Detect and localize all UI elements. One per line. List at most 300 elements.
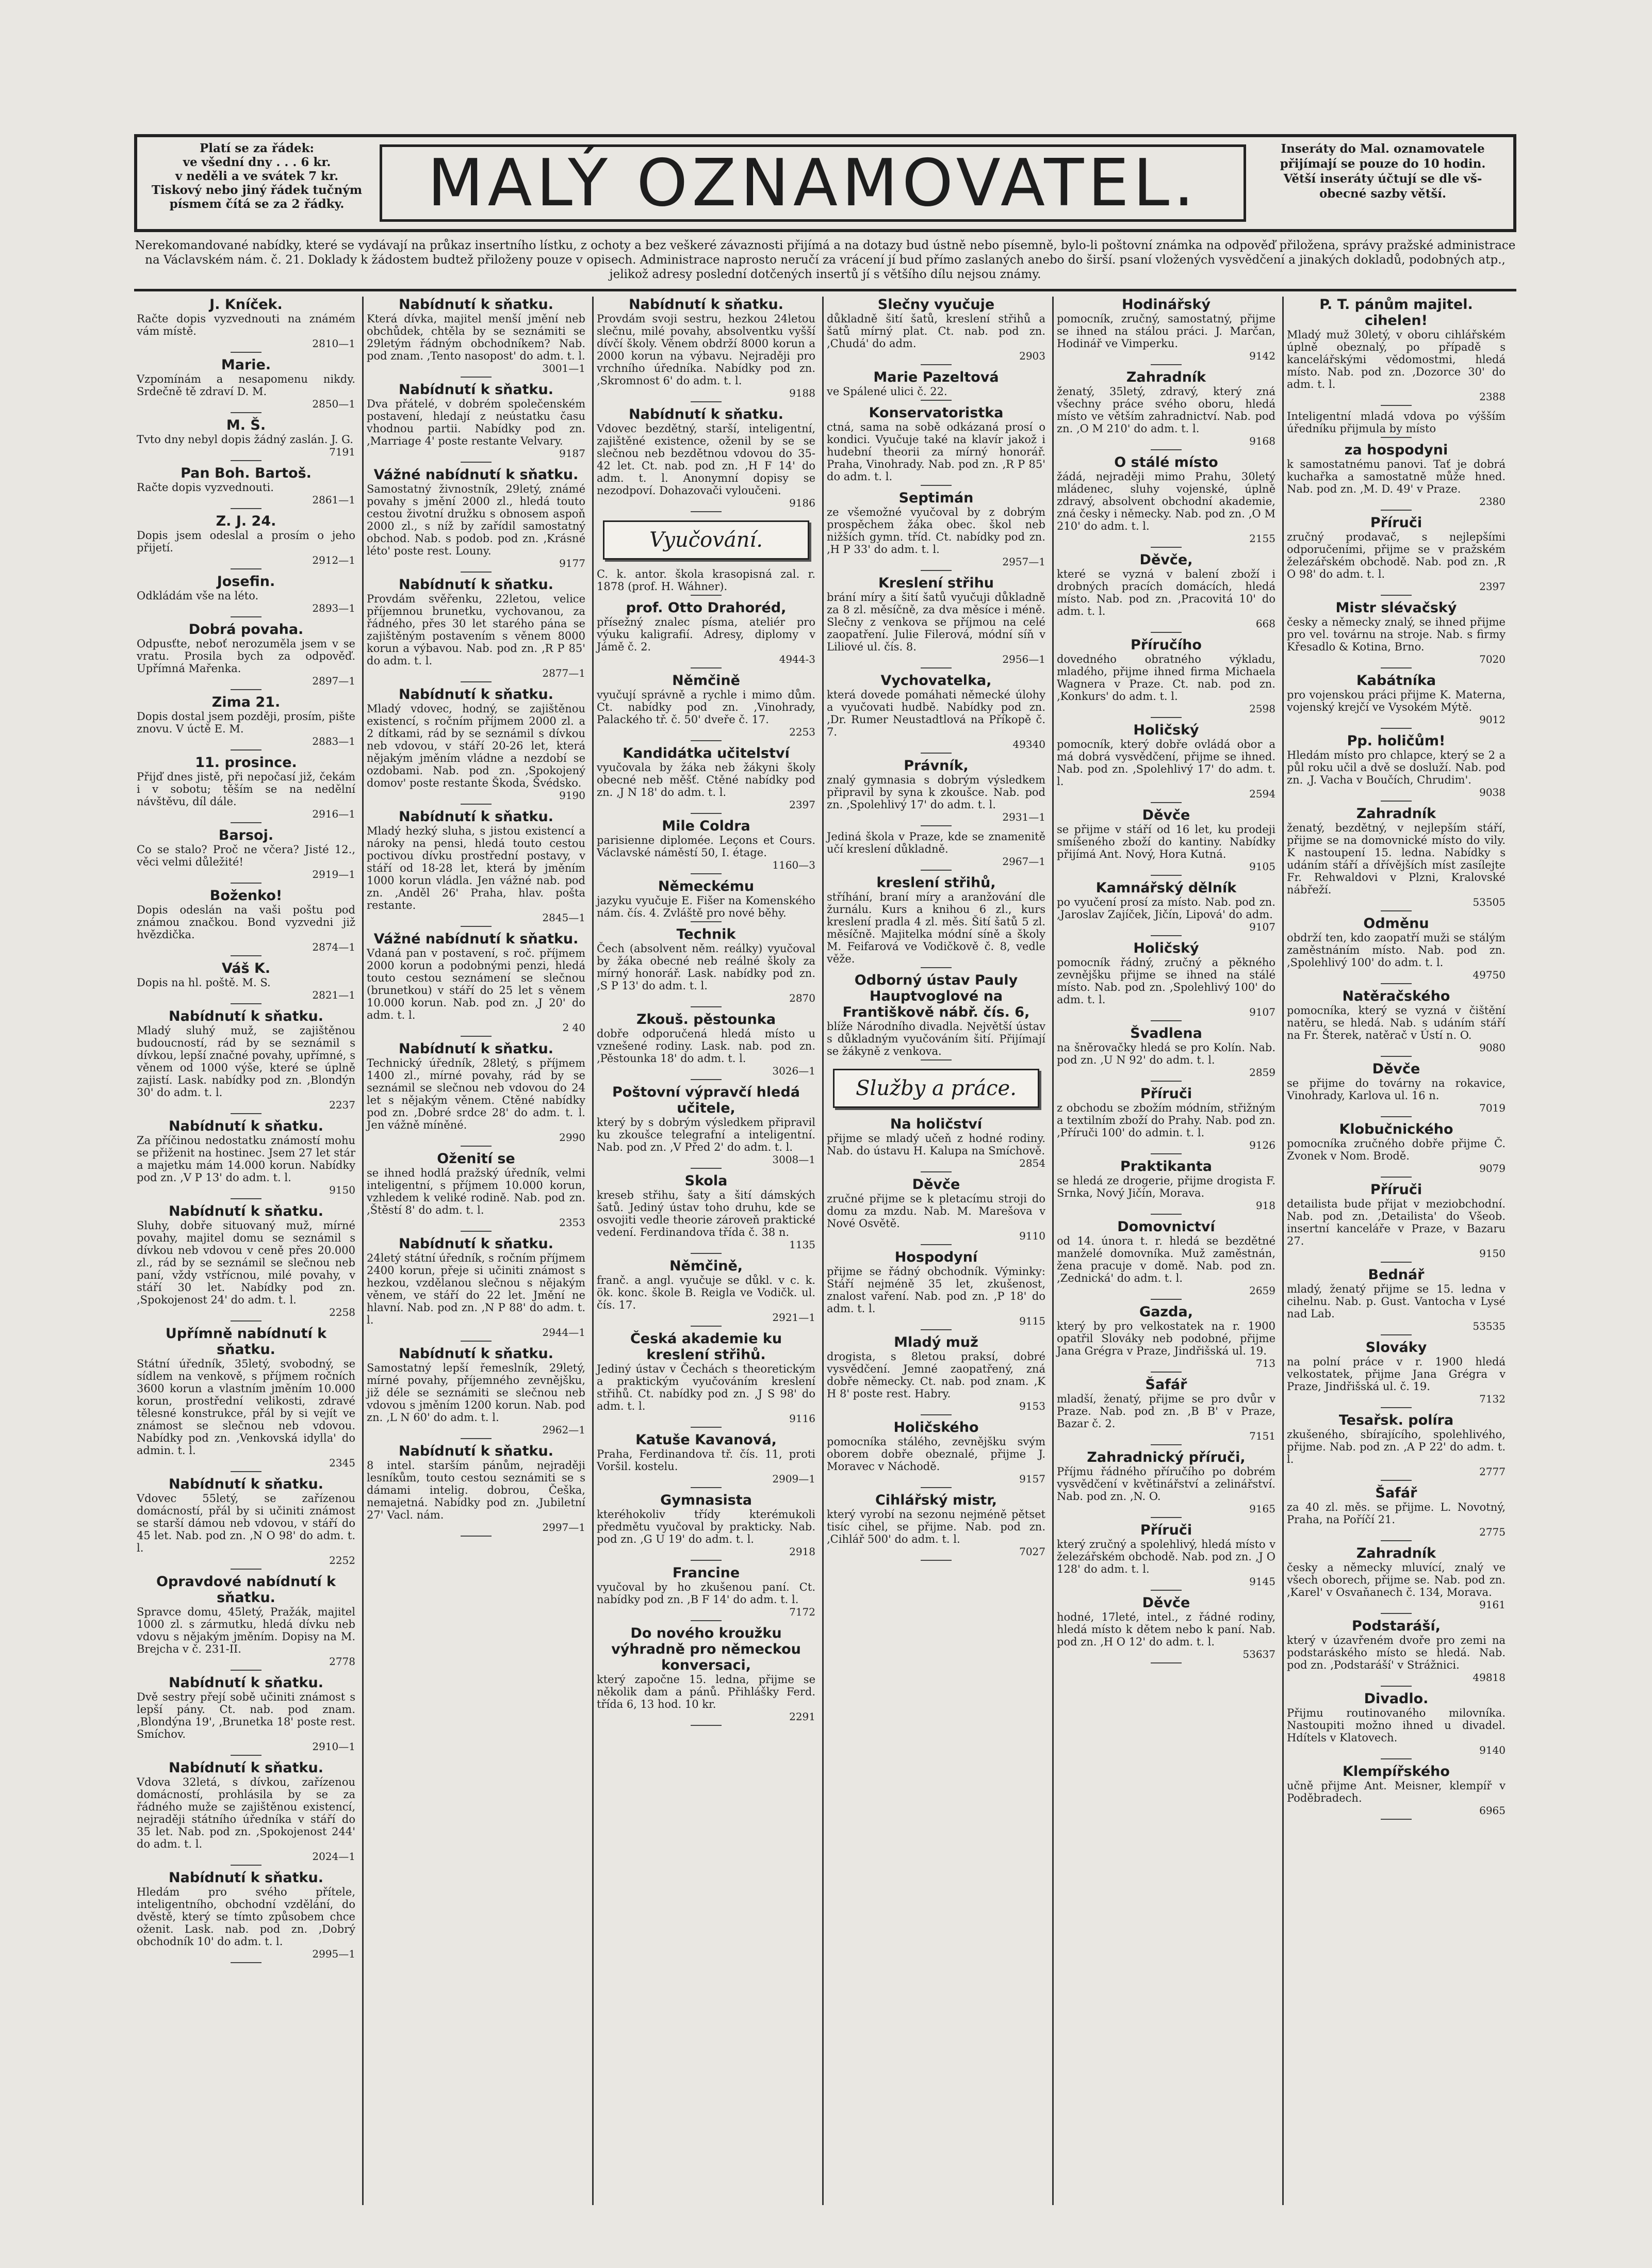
- ad-heading: Odměnu: [1363, 916, 1429, 932]
- ad-text: Račte dopis vyzvednouti.: [137, 481, 274, 494]
- ad-heading: Váš K.: [221, 960, 271, 976]
- ad-text: Račte dopis vyzvednouti na známém vám místě.: [137, 313, 355, 337]
- classified-ad: [597, 568, 815, 596]
- page-title: MALÝ OZNAMOVATEL.: [380, 144, 1246, 222]
- column-6: [1284, 297, 1508, 2205]
- column-4: [824, 297, 1048, 2205]
- ad-text: Dopis dostal jsem později, prosím, pište znovu. V úctě E. M.: [137, 710, 355, 735]
- ad-number: 9105: [1249, 860, 1275, 873]
- classified-ad: [827, 758, 1045, 826]
- ad-number: 2253: [789, 726, 815, 738]
- insertion-line: Inseráty do Mal. oznamovatele: [1281, 142, 1485, 156]
- ad-heading: Děvče: [912, 1177, 960, 1193]
- ad-number: 9157: [1019, 1473, 1045, 1485]
- ad-text: česky a německy znalý, se ihned přijme pro vel. továrnu na stroje. Nab. s firmy Křesadlo & Kotina, Brno.: [1287, 616, 1506, 653]
- ad-text: který by pro velkostatek na r. 1900 opatřil Slováky neb podobné, přijme Jana Grégra v Praze, Jindřišská ul. 19.: [1057, 1320, 1275, 1357]
- ad-heading: Kreslení střihu: [878, 575, 994, 591]
- classified-ad: [827, 575, 1045, 668]
- ad-text: pomocník, zručný, samostatný, přijme se ihned na stálou práci. J. Marčan, Hodinář ve Vimperku.: [1057, 313, 1275, 350]
- ad-number: 7172: [789, 1606, 815, 1618]
- ad-number: 2345: [329, 1457, 355, 1469]
- ad-text: zručný prodavač, s nejlepšími odporučeními, přijme se v pražském železářském obchodě. Nab. pod zn. ‚R O 98' do adm. t. l.: [1287, 531, 1506, 580]
- classified-ad: [367, 297, 585, 378]
- classified-ad: [137, 574, 355, 617]
- ad-number: 2870: [789, 992, 815, 1004]
- classified-ad: [597, 673, 815, 741]
- ad-number: 2861—1: [312, 494, 355, 506]
- ad-heading: Vážné nabídnutí k sňatku.: [373, 931, 579, 947]
- ad-text: drogista, s 8letou praksí, dobré vysvědčení. Jemné zaopatřený, zná dobře německy. Ct. nab. pod znam. ‚K H 8' poste rest. Habry.: [827, 1350, 1045, 1400]
- classified-ad: [137, 465, 355, 509]
- ad-text: dovedného obratného výkladu, mladého, přijme ihned firma Michaela Wagnera v Praze. Ct. nab. pod zn. ‚Konkurs' do adm. t. l.: [1057, 653, 1275, 703]
- ad-number: 2956—1: [1002, 653, 1045, 665]
- ad-heading: Nabídnutí k sňatku.: [169, 1203, 323, 1219]
- ad-text: Technický úředník, 28letý, s příjmem 1400 zl., mírné povahy, rád by se seznámil se slečnou neb vdovou do 24 let s nějakým věnem. Ctěné nabídky pod zn. ‚Dobré srdce 28' do adm. t. l. Jen vážně míněné.: [367, 1057, 585, 1131]
- ad-heading: Nabídnutí k sňatku.: [399, 1346, 553, 1362]
- classified-ad: [827, 972, 1045, 1060]
- ad-number: 2397: [1479, 580, 1506, 593]
- ad-heading: Boženko!: [209, 888, 283, 904]
- ad-number: 7191: [329, 446, 355, 458]
- ad-text: který v úzavřeném dvoře pro zemi na podstaráského místo se hledá. Nab. pod zn. ‚Podstaráší' v Strážnici.: [1287, 1634, 1506, 1671]
- ad-text: ctná, sama na sobě odkázaná prosí o kondici. Vyučuje také na klavír jakož i hudební theorii za mírný honorář. Praha, Vinohrady. Nab. pod zn. ‚R P 85' do adm. t. l.: [827, 421, 1045, 483]
- ad-text: brání míry a šití šatů vyučuji důkladně za 8 zl. měsíčně, za dva měsíce i méně. Slečny z venkova se příjmou na celé zaopatření. Julie Filerová, módní síň v Liliové ul. čís. 8.: [827, 591, 1045, 653]
- ad-text: který vyrobí na sezonu nejméně pětset tisíc cihel, se přijme. Nab. pod zn. ‚Cihlář 500' do adm. t. l.: [827, 1508, 1045, 1545]
- ad-heading: Opravdové nabídnutí k sňatku.: [156, 1574, 336, 1606]
- ad-number: 4944-3: [779, 653, 815, 665]
- ad-heading: Šafář: [1375, 1485, 1417, 1501]
- ad-number: 49340: [1012, 738, 1045, 750]
- classified-ad: [1287, 1182, 1506, 1263]
- ad-heading: Nabídnutí k sňatku.: [399, 297, 553, 313]
- classified-ad: [1287, 916, 1506, 984]
- ad-heading: Upřímně nabídnutí k sňatku.: [165, 1326, 327, 1358]
- ad-number: 2850—1: [312, 398, 355, 410]
- ad-number: 9140: [1479, 1744, 1506, 1756]
- ad-heading: Příruči: [1370, 515, 1422, 531]
- ad-heading: Příruči: [1140, 1522, 1192, 1538]
- ad-number: 3026—1: [772, 1065, 815, 1077]
- ad-text: dobře odporučená hledá místo u vznešené rodiny. Lask. nab. pod zn. ‚Pěstounka 18' do adm. t. l.: [597, 1027, 815, 1065]
- classified-ad: [1287, 1340, 1506, 1408]
- ad-number: 2859: [1249, 1066, 1275, 1079]
- ad-heading: Klempířského: [1343, 1764, 1450, 1780]
- classified-ad: [137, 1008, 355, 1114]
- ad-heading: Mistr slévačský: [1335, 600, 1457, 616]
- classified-ad: [827, 490, 1045, 571]
- insertion-notice: [1256, 141, 1509, 201]
- classified-ad: [1287, 1061, 1506, 1117]
- ad-number: 9080: [1479, 1041, 1506, 1054]
- ad-number: 2024—1: [312, 1850, 355, 1863]
- column-divider: [362, 297, 364, 2205]
- insertion-line: obecné sazby větší.: [1319, 187, 1447, 201]
- ad-text: Co se stalo? Proč ne včera? Jisté 12., věci velmi důležité!: [137, 843, 355, 868]
- price-line: ve všední dny . . . 6 kr.: [183, 155, 331, 169]
- ad-heading: Švadlena: [1130, 1025, 1202, 1041]
- classified-ad: [367, 687, 585, 805]
- ad-number: 9079: [1479, 1162, 1506, 1174]
- ad-heading: Nabídnutí k sňatku.: [399, 687, 553, 703]
- ad-number: 2877—1: [542, 667, 585, 679]
- ad-text: C. k. antor. škola krasopisná zal. r. 1878 (prof. H. Wáhner).: [597, 568, 815, 593]
- ad-heading: Divadlo.: [1364, 1691, 1429, 1707]
- classified-ad: [1287, 806, 1506, 911]
- classified-ad: [1287, 1412, 1506, 1481]
- ad-heading: Nabídnutí k sňatku.: [169, 1118, 323, 1134]
- ad-number: 2990: [559, 1131, 585, 1144]
- ad-number: 7019: [1479, 1102, 1506, 1114]
- ad-heading: Nabídnutí k sňatku.: [399, 1236, 553, 1252]
- ad-number: 2258: [329, 1306, 355, 1318]
- ad-text: Odpusťte, neboť nerozuměla jsem v se vratu. Prosila bych za odpověď. Upřímná Mařenka.: [137, 638, 355, 675]
- ad-number: 9012: [1479, 713, 1506, 726]
- price-line: Platí se za řádek:: [199, 141, 315, 155]
- ad-text: Dopis jsem odeslal a prosím o jeho přijetí.: [137, 529, 355, 554]
- ad-text: učně přijme Ant. Meisner, klempíř v Poděbradech.: [1287, 1780, 1506, 1804]
- ad-heading: Z. J. 24.: [216, 513, 276, 529]
- classified-ad: [827, 875, 1045, 968]
- ad-number: 2845—1: [542, 911, 585, 924]
- classified-ad: [827, 405, 1045, 486]
- ad-heading: Pan Boh. Bartoš.: [181, 465, 312, 481]
- ad-number: 713: [1255, 1357, 1275, 1369]
- ad-text: pomocníka, který se vyzná v čištění natěru, se hledá. Nab. s udáním stáří na Fr. Šterek, natěrač v Ústí n. O.: [1287, 1004, 1506, 1041]
- classified-ad: [1287, 1485, 1506, 1541]
- ad-heading: Příručího: [1131, 637, 1202, 653]
- classified-ad: [1057, 552, 1275, 633]
- ad-text: pro vojenskou práci přijme K. Materna, vojenský krejčí ve Vysokém Mýtě.: [1287, 689, 1506, 713]
- ad-text: pomocník, který dobře ovládá obor a má dobrá vysvědčení, přijme se ihned. Nab. pod zn. ‚Spolehlivý 17' do adm. t. l.: [1057, 738, 1275, 788]
- classified-ad: [137, 1203, 355, 1321]
- classified-ad: [827, 1177, 1045, 1245]
- ad-text: Dva přátelé, v dobrém společenském postavení, hledají z neústatku času vhodnou partii. Nabídky pod zn. ‚Marriage 4' poste restante Velvary.: [367, 398, 585, 447]
- ad-text: Státní úředník, 35letý, svobodný, se sídlem na venkově, s příjmem ročních 3600 korun a vlastním jměním 10.000 korun, prostřední velikosti, zdravé tělesné konstrukce, přál by si vejít ve známost se slečnou neb vdovou. Nabídky pod zn. ‚Venkovská idylla' do admin. t. l.: [137, 1358, 355, 1457]
- classified-ad: [1287, 733, 1506, 802]
- classified-ad: [137, 694, 355, 750]
- ad-heading: Nabídnutí k sňatku.: [629, 297, 783, 313]
- ad-text: přijme se mladý učeň z hodné rodiny. Nab. do ústavu H. Kalupa na Smíchově.: [827, 1132, 1045, 1157]
- classified-ad: [137, 513, 355, 569]
- ad-number: 2291: [789, 1710, 815, 1723]
- ad-number: 9115: [1019, 1315, 1045, 1327]
- classified-ad: [597, 1173, 815, 1254]
- classified-ad: [1287, 1691, 1506, 1759]
- ad-heading: Dobrá povaha.: [188, 622, 304, 638]
- classified-ad: [1287, 600, 1506, 668]
- ad-text: Spravce domu, 45letý, Pražák, majitel 1000 zl. s zármutku, hledá dívku neb vdovu s nějakým jměním. Dopisy na M. Brejcha v č. 231-II.: [137, 1606, 355, 1655]
- ad-text: Provdám svěřenku, 22letou, velice příjemnou brunetku, vychovanou, za řádného, přes 30 let starého pána se zajištěným postavením s věnem 8000 korun a výbavou. Nab. pod zn. ‚R P 85' do adm. t. l.: [367, 593, 585, 667]
- column-divider: [822, 297, 824, 2205]
- classified-ad: [1287, 1121, 1506, 1178]
- classified-ad: [597, 1331, 815, 1428]
- ad-number: 53535: [1473, 1320, 1506, 1332]
- price-notice: [143, 141, 370, 211]
- classified-ad: [137, 1760, 355, 1866]
- ad-number: 668: [1255, 617, 1275, 630]
- classified-ad: [597, 1084, 815, 1169]
- column-divider: [592, 297, 594, 2205]
- classified-ad: [1287, 442, 1506, 511]
- ad-heading: Zahradník: [1356, 806, 1436, 822]
- classified-ad: [1287, 1764, 1506, 1820]
- classified-ad: [1057, 1159, 1275, 1215]
- classified-ad: [827, 1116, 1045, 1172]
- classified-ad: [597, 1432, 815, 1488]
- ad-heading: Gazda,: [1139, 1304, 1193, 1320]
- ad-text: parisienne diplomée. Leçons et Cours. Václavské náměstí 50, I. étage.: [597, 834, 815, 859]
- classified-ad: [1057, 880, 1275, 936]
- price-line: Tiskový nebo jiný řádek tučným: [151, 183, 363, 197]
- insertion-line: Větší inseráty účtují se dle vš-: [1283, 172, 1482, 186]
- classified-ad: [597, 1625, 815, 1726]
- ad-heading: Německému: [658, 878, 755, 894]
- ad-text: Vzpomínám a nesapomenu nikdy. Srdečně tě zdraví D. M.: [137, 373, 355, 398]
- ad-text: Inteligentní mladá vdova po výšším úředníku přijmula by místo: [1287, 410, 1506, 435]
- ad-heading: Nabídnutí k sňatku.: [169, 1870, 323, 1886]
- ad-text: důkladně šití šatů, kreslení střihů a šatů mírný plat. Ct. nab. pod zn. ‚Chudá' do adm.: [827, 313, 1045, 350]
- ad-text: Mladý muž 30letý, v oboru cihlářském úplně obeznalý, po případě s kancelářskými vědomostmi, hledá místo. Nab. pod zn. ‚Dozorce 30' do adm. t. l.: [1287, 329, 1506, 390]
- ad-text: zručné přijme se k pletacímu stroji do domu za mzdu. Nab. M. Marešova v Nové Osvětě.: [827, 1193, 1045, 1230]
- ad-number: 2995—1: [312, 1948, 355, 1960]
- ad-number: 2918: [789, 1545, 815, 1558]
- ad-heading: Nabídnutí k sňatku.: [399, 809, 553, 825]
- ad-text: Příjmu řádného příručího po dobrém vysvědčení v květinářství a zelinářství. Nab. pod zn. ‚N. O.: [1057, 1465, 1275, 1503]
- ad-heading: P. T. pánům majitel. cihelen!: [1319, 297, 1473, 329]
- classified-ad: [597, 1492, 815, 1561]
- ad-text: za 40 zl. měs. se přijme. L. Novotný, Praha, na Poříčí 21.: [1287, 1501, 1506, 1526]
- ad-heading: prof. Otto Drahoréd,: [626, 600, 787, 616]
- classified-ad: [597, 926, 815, 1007]
- ad-heading: Marie Pazeltová: [873, 369, 999, 385]
- ad-heading: Hodinářský: [1121, 297, 1211, 313]
- ad-text: na polní práce v r. 1900 hledá velkostatek, přijme Jana Grégra v Praze, Jindřišská ul. č. 19.: [1287, 1356, 1506, 1393]
- classified-ad: [1057, 369, 1275, 450]
- ad-heading: Cihlářský mistr,: [875, 1492, 997, 1508]
- ad-text: Vdova 32letá, s dívkou, zařízenou domácností, prohlásila by se za řádného muže se zajištěnou existencí, nejraději státního úředníka v stáří do 35 let. Nab. pod zn. ‚Spokojenost 244' do adm. t. l.: [137, 1776, 355, 1850]
- ad-text: Jediná škola v Praze, kde se znamenitě učí kreslení důkladně.: [827, 830, 1045, 855]
- ad-text: Přijď dnes jistě, při nepočasí již, čekám i v sobotu; těším se na nedělní návštěvu, díl dále.: [137, 771, 355, 808]
- ad-number: 9186: [789, 497, 815, 509]
- ad-heading: Konservatoristka: [869, 405, 1004, 421]
- ad-heading: Nabídnutí k sňatku.: [399, 1443, 553, 1459]
- ad-number: 2897—1: [312, 675, 355, 687]
- ad-text: stříhání, braní míry a aranžování dle žurnálu. Kurs a knihou 6 zl., kurs kreslení pradla 4 zl. měs. Šití šatů 5 zl. měsíčně. Majitelka módní síně a školy M. Feifarová ve Vodičkově č. 8, vedle věže.: [827, 891, 1045, 965]
- ad-text: Sluhy, dobře situovaný muž, mírné povahy, majitel domu se seznámil s dívkou neb vdovou v ceně přes 20.000 zl., rád by se seznámil se slečnou neb paní, vždy vstřícnou, milé povahy, v stáří 30 let. Nabídky pod zn. ‚Spokojenost 24' do adm. t. l.: [137, 1219, 355, 1306]
- ad-number: 2778: [329, 1655, 355, 1668]
- ad-number: 9142: [1249, 350, 1275, 362]
- ad-number: 2397: [789, 798, 815, 811]
- section-heading: Vyučování.: [603, 520, 809, 560]
- classified-ad: [827, 1419, 1045, 1488]
- ad-text: kreseb střihu, šaty a šití dámských šatů. Jediný ústav toho druhu, kde se osvojiti vedle theorie zároveň praktické vedení. Ferdinandova třída č. 38 n.: [597, 1189, 815, 1238]
- section-heading: Služby a práce.: [833, 1069, 1039, 1108]
- ad-number: 9150: [329, 1184, 355, 1196]
- ad-text: se hledá ze drogerie, přijme drogista F. Srnka, Nový Jičín, Morava.: [1057, 1174, 1275, 1199]
- ad-text: detailista bude přijat v meziobchodní. Nab. pod zn. ‚Detailista' do Všeob. insertní kanceláře v Praze, v Bazaru 27.: [1287, 1198, 1506, 1247]
- column-2: [364, 297, 588, 2205]
- classified-ad: [1057, 940, 1275, 1021]
- classified-ad: [827, 1249, 1045, 1330]
- ad-number: 9168: [1249, 435, 1275, 447]
- classified-ad: [597, 1258, 815, 1327]
- ad-number: 2155: [1249, 532, 1275, 545]
- ad-number: 9187: [559, 447, 585, 460]
- ad-text: blíže Národního divadla. Největší ústav s důkladným vyučováním šití. Přijímají se žákyně z venkova.: [827, 1020, 1045, 1057]
- ad-text: Vdovec 55letý, se zařízenou domácností, přál by si učiniti známost se starší dámou neb vdovou, v stáří do 45 let. Nab. pod zn. ‚N O 98' do adm. t. l.: [137, 1492, 355, 1554]
- ad-heading: Klobučnického: [1339, 1121, 1453, 1137]
- classified-ad: [827, 1334, 1045, 1415]
- masthead: [134, 134, 1516, 232]
- ad-heading: Němčině,: [669, 1258, 743, 1274]
- ad-number: 9188: [789, 387, 815, 399]
- ad-text: ženatý, bezdětný, v nejlepším stáří, přijme se na domovnické místo do vily. K nastoupení 15. ledna. Nabídky s udáním stáří a dřívějších míst zasílejte Fr. Rehwaldovi v Plzni, Kralovské nábřeží.: [1287, 822, 1506, 896]
- ad-number: 918: [1255, 1199, 1275, 1212]
- classified-ad: [1057, 637, 1275, 718]
- ad-number: 49750: [1473, 969, 1506, 981]
- ad-text: franč. a angl. vyučuje se důkl. v c. k. ök. konc. škole B. Reigla ve Vodičk. ul. čís. 17.: [597, 1274, 815, 1311]
- classified-ad: [137, 357, 355, 413]
- classified-ad: [137, 622, 355, 690]
- classified-ad: [1287, 1545, 1506, 1614]
- ad-number: 53637: [1242, 1648, 1275, 1660]
- ad-heading: Katuše Kavanová,: [635, 1432, 777, 1448]
- ad-text: Která dívka, majitel menší jmění neb obchůdek, chtěla by se seznámiti se 29letým řádným obchodníkem? Nab. pod znam. ‚Tento nasopost' do adm. t. l.: [367, 313, 585, 362]
- ad-number: 9107: [1249, 1006, 1275, 1018]
- ad-text: mladší, ženatý, přijme se pro dvůr v Praze. Nab. pod zn. ‚B B' v Praze, Bazar č. 2.: [1057, 1393, 1275, 1430]
- ad-text: hodné, 17leté, intel., z řádné rodiny, hledá místo k dětem nebo k paní. Nab. pod zn. ‚H O 12' do adm. t. l.: [1057, 1611, 1275, 1648]
- ad-heading: Mile Coldra: [662, 818, 750, 834]
- ad-number: 2388: [1479, 390, 1506, 403]
- ad-heading: Nabídnutí k sňatku.: [399, 577, 553, 593]
- ad-text: které se vyzná v balení zboží i drobných pracích domácích, hledá místo. Nab. pod zn. ‚Pracovitá 10' do adm. t. l.: [1057, 568, 1275, 617]
- ad-text: se ihned hodlá pražský úředník, velmi inteligentní, s příjmem 10.000 korun, vzhledem k veliké rodině. Nab. pod zn. ‚Štěstí 8' do adm. t. l.: [367, 1167, 585, 1216]
- ad-text: vyučují správně a rychle i mimo dům. Ct. nabídky pod zn. ‚Vinohrady, Palackého tř. č. 50' dveře č. 17.: [597, 689, 815, 726]
- ad-heading: Oženití se: [437, 1151, 515, 1167]
- ad-heading: Nabídnutí k sňatku.: [629, 406, 783, 422]
- ad-number: 9116: [789, 1412, 815, 1425]
- classified-ad: [1057, 297, 1275, 365]
- ad-number: 2909—1: [772, 1473, 815, 1485]
- classified-ad: [137, 417, 355, 461]
- classified-ad: [827, 673, 1045, 754]
- ad-text: vyučoval by ho zkušenou paní. Ct. nabídky pod zn. ‚B F 14' do adm. t. l.: [597, 1581, 815, 1606]
- ad-text: Přijmu routinovaného milovníka. Nastoupiti možno ihned u divadel. Hdítels v Klatovech.: [1287, 1707, 1506, 1744]
- classified-ad: [137, 1326, 355, 1472]
- ad-number: 9126: [1249, 1139, 1275, 1151]
- ad-number: 9145: [1249, 1575, 1275, 1588]
- ad-heading: Odborný ústav Pauly Hauptvoglové na Františkově nábř. čís. 6,: [842, 972, 1030, 1020]
- ad-number: 2903: [1019, 350, 1045, 362]
- ad-number: 1135: [789, 1238, 815, 1251]
- classified-ad: [367, 1346, 585, 1439]
- ad-heading: Nabídnutí k sňatku.: [399, 382, 553, 398]
- ad-heading: Natěračského: [1342, 988, 1450, 1004]
- ad-heading: Zahradník: [1126, 369, 1206, 385]
- ad-heading: Příruči: [1140, 1086, 1192, 1102]
- ad-heading: Mladý muž: [894, 1334, 978, 1350]
- ad-heading: Technik: [676, 926, 736, 942]
- classified-ad: [137, 888, 355, 956]
- ad-heading: Zkouš. pěstounka: [636, 1011, 776, 1027]
- ad-heading: Poštovní výpravčí hledá učitele,: [612, 1084, 800, 1116]
- ad-number: 2777: [1479, 1465, 1506, 1478]
- ad-text: Vdaná pan v postavení, s roč. příjmem 2000 korun a podobnými penzi, hledá touto cestou seznámení se slečnou (brunetkou) v stáří do 25 let s věnem 10.000 korun. Nab. pod zn. ‚J 20' do adm. t. l.: [367, 947, 585, 1021]
- ad-number: 9110: [1019, 1230, 1045, 1242]
- ad-heading: Do nového kroužku výhradně pro německou konversaci,: [611, 1625, 801, 1673]
- classified-ad: [367, 577, 585, 682]
- classified-ad: [1057, 722, 1275, 803]
- classified-ad: [367, 382, 585, 463]
- ad-heading: Gymnasista: [660, 1492, 752, 1508]
- classified-ad: [1057, 454, 1275, 548]
- ad-number: 2353: [559, 1216, 585, 1229]
- ad-heading: Zahradník: [1356, 1545, 1436, 1561]
- classified-ad: [1057, 1377, 1275, 1445]
- classified-ad: [1287, 297, 1506, 406]
- classified-ad: [1287, 1267, 1506, 1335]
- price-line: písmem čítá se za 2 řádky.: [169, 197, 345, 211]
- ad-text: přijme se řádný obchodník. Výminky: Stáří nejméně 35 let, zkušenost, znalost vaření. Nab. pod zn. ‚P 18' do adm. t. l.: [827, 1265, 1045, 1315]
- ad-heading: Nabídnutí k sňatku.: [169, 1675, 323, 1691]
- ad-heading: Francine: [672, 1565, 740, 1581]
- ad-text: 8 intel. starším pánům, nejraději lesníkům, touto cestou seznámiti se s dámami intelig. dobrou, Češka, nemajetná. Nabídky pod zn. ‚Jubiletní 27' Vacl. nám.: [367, 1459, 585, 1521]
- classified-ad: [597, 1011, 815, 1080]
- ad-text: Samostatný lepší řemeslník, 29letý, mírné povahy, příjemného zevnějšku, již déle se seznámiti se slečnou neb vdovou s jměním 1200 korun. Nab. pod zn. ‚L N 60' do adm. t. l.: [367, 1362, 585, 1424]
- classified-ad: [597, 818, 815, 874]
- ad-number: 1160—3: [772, 859, 815, 871]
- ad-number: 2237: [329, 1099, 355, 1111]
- ad-heading: 11. prosince.: [195, 755, 297, 771]
- ad-number: 3008—1: [772, 1153, 815, 1166]
- ad-number: 2944—1: [542, 1326, 585, 1339]
- ad-number: 2893—1: [312, 602, 355, 614]
- ad-text: která dovede pomáhati německé úlohy a vyučovati hudbě. Nabídky pod zn. ‚Dr. Rumer Neustadtlová na Příkopě č. 7.: [827, 689, 1045, 738]
- classified-ad: [1057, 1522, 1275, 1591]
- classified-ad: [827, 1492, 1045, 1561]
- ad-heading: Barsoj.: [218, 827, 274, 843]
- ad-text: ze všemožné vyučoval by z dobrým prospěchem žáka obec. škol neb nižších gymn. tříd. Ct. nabídky pod zn. ‚H P 33' do adm. t. l.: [827, 506, 1045, 556]
- classified-ad: [827, 369, 1045, 401]
- ad-text: česky a německy mluvící, znalý ve všech oborech, přijme se. Nab. pod zn. ‚Karel' v Osvaňanech č. 134, Morava.: [1287, 1561, 1506, 1598]
- ad-heading: Kabátníka: [1356, 673, 1436, 689]
- column-3: [594, 297, 818, 2205]
- ad-heading: Pp. holičům!: [1347, 733, 1446, 749]
- classified-ad: [137, 960, 355, 1004]
- classified-ad: [367, 1236, 585, 1342]
- ad-number: 2810—1: [312, 337, 355, 350]
- column-1: [134, 297, 358, 2205]
- ad-text: se přijme do továrny na rokavice, Vinohrady, Karlova ul. 16 n.: [1287, 1077, 1506, 1102]
- ad-text: zkušeného, sbírajícího, spolehlivého, přijme. Nab. pod zn. ‚A P 22' do adm. t. l.: [1287, 1428, 1506, 1465]
- ad-text: ve Spálené ulici č. 22.: [827, 385, 947, 398]
- price-line: v neděli a ve svátek 7 kr.: [175, 169, 339, 183]
- ad-text: pomocník řádný, zručný a pěkného zevnějšku přijme se ihned na stálé místo. Nab. pod zn. ‚Spolehlivý 100' do adm. t. l.: [1057, 956, 1275, 1006]
- ad-number: 2967—1: [1002, 855, 1045, 868]
- classified-ad: [137, 1675, 355, 1756]
- ad-number: 2912—1: [312, 554, 355, 566]
- ad-number: 9161: [1479, 1598, 1506, 1611]
- ad-heading: Děvče,: [1139, 552, 1193, 568]
- ad-number: 9038: [1479, 786, 1506, 798]
- ad-text: Praha, Ferdinandova tř. čís. 11, proti Voršil. kostelu.: [597, 1448, 815, 1473]
- classified-ad: [827, 297, 1045, 365]
- ad-text: který započne 15. ledna, přijme se několik dam a pánů. Přihlášky Ferd. třída 6, 13 hod. 10 kr.: [597, 1673, 815, 1710]
- ad-number: 2883—1: [312, 735, 355, 747]
- ad-number: 2916—1: [312, 808, 355, 820]
- ad-heading: Nabídnutí k sňatku.: [169, 1476, 323, 1492]
- classified-ad: [597, 1565, 815, 1621]
